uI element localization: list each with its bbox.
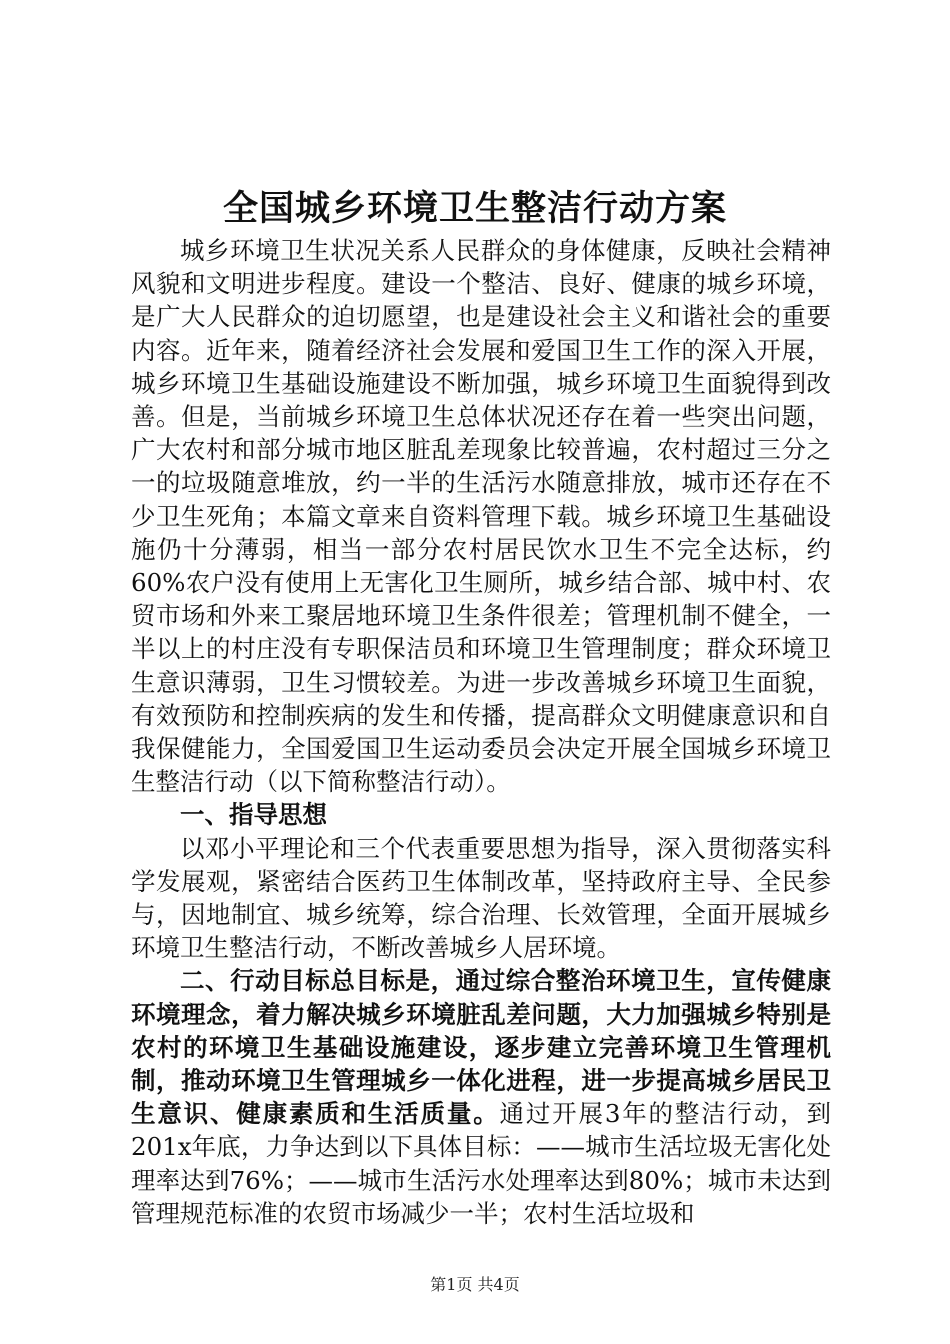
action-goals-paragraph	[131, 964, 831, 1230]
action-goals-text: 通过开展3年的整洁行动，到201x年底，力争达到以下具体目标：——城市生活垃圾无害化处理率达到76%；——城市生活污水处理率达到80%；城市未达到管理规范标准的农贸市场减少一半；农村生活垃圾和	[131, 1099, 831, 1228]
document-body	[131, 234, 831, 1230]
section-heading-guiding-ideology: 一、指导思想	[180, 800, 327, 830]
document-title: 全国城乡环境卫生整洁行动方案	[222, 188, 727, 229]
intro-paragraph: 城乡环境卫生状况关系人民群众的身体健康，反映社会精神风貌和文明进步程度。建设一个整洁、良好、健康的城乡环境，是广大人民群众的迫切愿望，也是建设社会主义和谐社会的重要内容。近年来，随着经济社会发展和爱国卫生工作的深入开展，城乡环境卫生基础设施建设不断加强，城乡环境卫生面貌得到改善。但是，当前城乡环境卫生总体状况还存在着一些突出问题，广大农村和部分城市地区脏乱差现象比较普遍，农村超过三分之一的垃圾随意堆放，约一半的生活污水随意排放，城市还存在不少卫生死角；本篇文章来自资料管理下载。城乡环境卫生基础设施仍十分薄弱，相当一部分农村居民饮水卫生不完全达标，约60%农户没有使用上无害化卫生厕所，城乡结合部、城中村、农贸市场和外来工聚居地环境卫生条件很差；管理机制不健全，一半以上的村庄没有专职保洁员和环境卫生管理制度；群众环境卫生意识薄弱，卫生习惯较差。为进一步改善城乡环境卫生面貌，有效预防和控制疾病的发生和传播，提高群众文明健康意识和自我保健能力，全国爱国卫生运动委员会决定开展全国城乡环境卫生整洁行动（以下简称整洁行动）。	[131, 236, 831, 797]
guiding-ideology-paragraph: 以邓小平理论和三个代表重要思想为指导，深入贯彻落实科学发展观，紧密结合医药卫生体制改革，坚持政府主导、全民参与，因地制宜、城乡统筹，综合治理、长效管理，全面开展城乡环境卫生整洁行动，不断改善城乡人居环境。	[131, 833, 831, 963]
page-number-footer: 第1页 共4页	[430, 1275, 520, 1294]
action-goals-bold-text: 二、行动目标总目标是，通过综合整治环境卫生，宣传健康环境理念，着力解决城乡环境脏乱差问题，大力加强城乡特别是农村的环境卫生基础设施建设，逐步建立完善环境卫生管理机制，推动环境卫生管理城乡一体化进程，进一步提高城乡居民卫生意识、健康素质和生活质量。	[131, 966, 831, 1129]
